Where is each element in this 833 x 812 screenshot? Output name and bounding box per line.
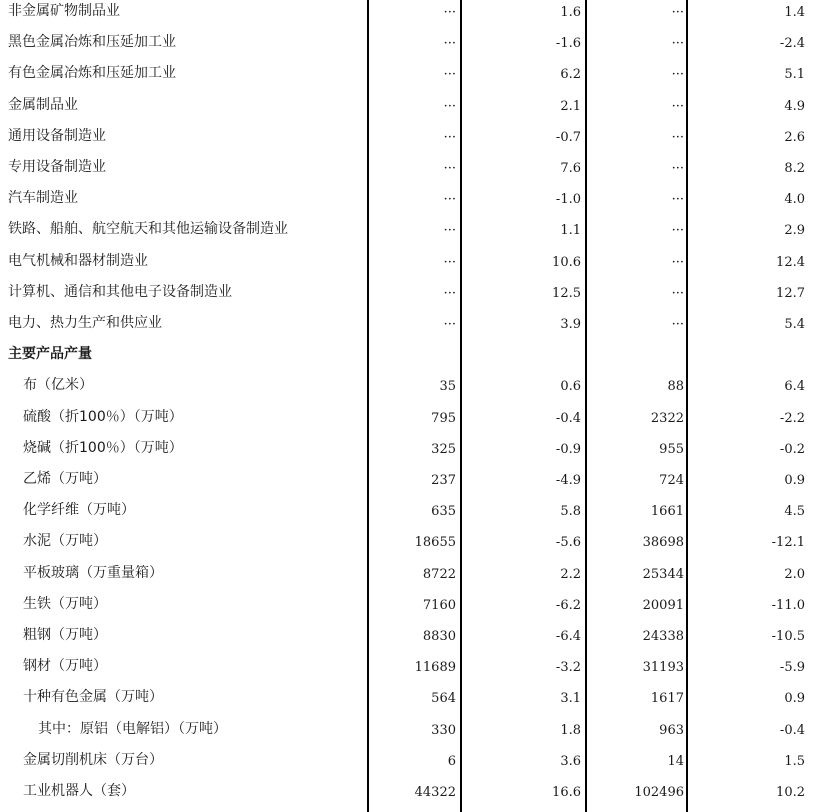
cell-value: 724 (659, 473, 684, 488)
cell-value: 12.5 (552, 285, 581, 301)
row-label: 通用设备制造业 (8, 127, 106, 144)
row-label: 化学纤维（万吨） (23, 502, 135, 519)
table-row (0, 374, 833, 405)
cell-value: 8722 (422, 566, 456, 582)
cell-value (725, 343, 805, 374)
cell-value: 25344 (642, 566, 684, 582)
table-row (0, 218, 833, 249)
cell-value: 0.9 (784, 473, 805, 488)
cell-value: 1.8 (560, 722, 581, 738)
cell-value: ··· (671, 67, 684, 83)
cell-value: ··· (671, 98, 684, 114)
cell-value: ··· (443, 5, 456, 20)
row-label: 金属切削机床（万台） (23, 751, 163, 768)
cell-value: ··· (443, 161, 456, 176)
cell-value: 24338 (642, 629, 684, 644)
cell-value: 2.6 (784, 129, 805, 145)
cell-value: ··· (671, 36, 684, 52)
cell-value: ··· (671, 161, 684, 176)
cell-value: 963 (659, 722, 684, 738)
cell-value: 31193 (642, 660, 684, 676)
cell-value: 795 (431, 410, 456, 426)
cell-value: 10.2 (776, 785, 805, 800)
row-label: 非金属矿物制品业 (8, 3, 120, 19)
cell-value: 1.5 (784, 753, 805, 769)
cell-value: ··· (443, 129, 456, 145)
row-label: 十种有色金属（万吨） (23, 689, 163, 706)
cell-value: 1.6 (560, 5, 581, 20)
cell-value: ··· (443, 317, 456, 332)
row-label: 铁路、船舶、航空航天和其他运输设备制造业 (8, 221, 288, 238)
table-row (0, 125, 833, 156)
cell-value: 4.0 (784, 192, 805, 208)
table-row (0, 468, 833, 499)
cell-value: 2.9 (784, 223, 805, 239)
cell-value: 11689 (414, 660, 456, 676)
cell-value: ··· (671, 5, 684, 20)
cell-value (604, 343, 684, 374)
cell-value: -12.1 (771, 535, 805, 551)
cell-value: 6 (447, 753, 456, 769)
section-heading: 主要产品产量 (8, 346, 92, 363)
table-row (0, 686, 833, 717)
row-label: 硫酸（折100％）（万吨） (23, 408, 183, 425)
cell-value: 4.9 (784, 98, 805, 114)
cell-value: 955 (659, 441, 684, 457)
cell-value (501, 343, 581, 374)
table-row (0, 624, 833, 655)
cell-value: 35 (439, 379, 456, 395)
cell-value: 6.2 (560, 67, 581, 83)
cell-value: 8830 (422, 629, 456, 644)
table-row (0, 655, 833, 686)
cell-value: 5.8 (560, 504, 581, 520)
cell-value: 325 (431, 441, 456, 457)
column-divider (585, 0, 587, 812)
cell-value: 330 (431, 722, 456, 738)
cell-value: 7160 (422, 597, 456, 613)
cell-value: 6.4 (784, 379, 805, 395)
cell-value: -0.2 (779, 441, 805, 457)
table-row (0, 499, 833, 530)
row-label: 乙烯（万吨） (23, 471, 107, 487)
cell-value: -11.0 (771, 597, 805, 613)
row-label: 钢材（万吨） (23, 658, 107, 675)
cell-value: 8.2 (784, 161, 805, 176)
table-row (0, 250, 833, 281)
cell-value: ··· (443, 36, 456, 52)
cell-value: 0.9 (784, 691, 805, 707)
row-label: 平板玻璃（万重量箱） (23, 564, 163, 581)
cell-value: 635 (431, 504, 456, 520)
cell-value: -0.7 (555, 129, 581, 145)
cell-value: 1.1 (560, 223, 581, 239)
cell-value: -5.6 (555, 535, 581, 551)
row-label: 水泥（万吨） (23, 533, 107, 550)
cell-value: -10.5 (771, 629, 805, 644)
table-row (0, 312, 833, 343)
cell-value: 0.6 (560, 379, 581, 395)
cell-value: ··· (671, 317, 684, 332)
cell-value: 44322 (414, 785, 456, 800)
cell-value: 102496 (634, 785, 684, 800)
cell-value: 1661 (650, 504, 684, 520)
cell-value: ··· (671, 254, 684, 270)
cell-value: -6.2 (555, 597, 581, 613)
row-label: 汽车制造业 (8, 190, 78, 207)
row-label: 金属制品业 (8, 96, 78, 113)
cell-value: 16.6 (552, 785, 581, 800)
cell-value: 12.4 (776, 254, 805, 270)
cell-value: ··· (443, 192, 456, 208)
table-row (0, 281, 833, 312)
cell-value: ··· (443, 223, 456, 239)
table-row (0, 530, 833, 561)
cell-value: 20091 (642, 597, 684, 613)
table-row (0, 187, 833, 218)
table-row (0, 437, 833, 468)
table-row (0, 718, 833, 749)
row-label: 工业机器人（套） (23, 783, 135, 799)
cell-value: 564 (431, 691, 456, 707)
row-label: 生铁（万吨） (23, 595, 107, 612)
cell-value: 5.4 (784, 317, 805, 332)
cell-value: 1.4 (784, 5, 805, 20)
cell-value: 14 (667, 753, 684, 769)
cell-value: 5.1 (784, 67, 805, 83)
row-label: 有色金属冶炼和压延加工业 (8, 65, 176, 82)
column-divider (367, 0, 369, 812)
row-label: 专用设备制造业 (8, 159, 106, 175)
table-row (0, 0, 833, 31)
table-row (0, 62, 833, 93)
column-divider (686, 0, 688, 812)
cell-value: 12.7 (776, 285, 805, 301)
row-label: 粗钢（万吨） (23, 627, 107, 643)
cell-value: ··· (671, 192, 684, 208)
row-label: 电气机械和器材制造业 (8, 252, 148, 269)
cell-value: -6.4 (555, 629, 581, 644)
cell-value: -1.6 (555, 36, 581, 52)
cell-value: 3.9 (560, 317, 581, 332)
cell-value: -0.4 (555, 410, 581, 426)
cell-value: 2.1 (560, 98, 581, 114)
table-row (0, 94, 833, 125)
cell-value: ··· (443, 285, 456, 301)
row-label: 布（亿米） (23, 377, 93, 394)
cell-value (376, 343, 456, 374)
cell-value: ··· (443, 67, 456, 83)
cell-value: ··· (671, 285, 684, 301)
table-row (0, 406, 833, 437)
table-row (0, 562, 833, 593)
table-row (0, 156, 833, 187)
cell-value: 18655 (414, 535, 456, 551)
cell-value: 2.0 (784, 566, 805, 582)
cell-value: -1.0 (555, 192, 581, 208)
row-label: 电力、热力生产和供应业 (8, 315, 162, 331)
column-divider (460, 0, 462, 812)
cell-value: -0.4 (779, 722, 805, 738)
cell-value: 3.1 (560, 691, 581, 707)
cell-value: -0.9 (555, 441, 581, 457)
cell-value: 4.5 (784, 504, 805, 520)
row-label: 烧碱（折100％）（万吨） (23, 439, 183, 456)
cell-value: -2.2 (779, 410, 805, 426)
cell-value: -3.2 (555, 660, 581, 676)
cell-value: ··· (671, 223, 684, 239)
row-label: 计算机、通信和其他电子设备制造业 (8, 283, 232, 300)
row-label: 其中：原铝（电解铝）（万吨） (38, 720, 227, 737)
cell-value: 237 (431, 473, 456, 488)
table-row (0, 593, 833, 624)
cell-value: ··· (443, 98, 456, 114)
cell-value: 2322 (650, 410, 684, 426)
table-row (0, 749, 833, 780)
table-row (0, 780, 833, 811)
cell-value: ··· (443, 254, 456, 270)
cell-value: -4.9 (555, 473, 581, 488)
cell-value: 7.6 (560, 161, 581, 176)
cell-value: -2.4 (779, 36, 805, 52)
cell-value: 2.2 (560, 566, 581, 582)
cell-value: ··· (671, 129, 684, 145)
cell-value: 88 (667, 379, 684, 395)
cell-value: 3.6 (560, 753, 581, 769)
cell-value: -5.9 (779, 660, 805, 676)
row-label: 黑色金属冶炼和压延加工业 (8, 34, 176, 51)
table-row (0, 343, 833, 374)
table-row (0, 31, 833, 62)
cell-value: 10.6 (552, 254, 581, 270)
cell-value: 1617 (650, 691, 684, 707)
cell-value: 38698 (642, 535, 684, 551)
